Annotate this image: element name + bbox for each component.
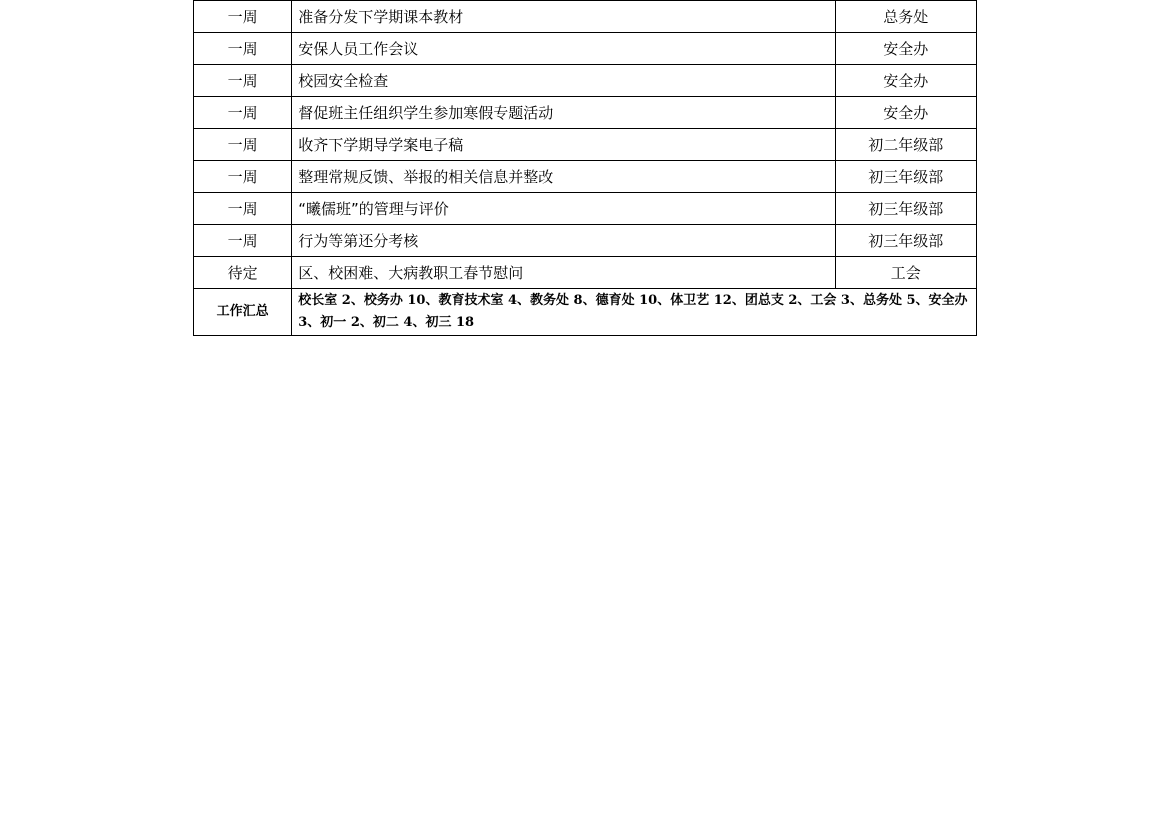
department-cell: 安全办 <box>835 33 976 65</box>
time-cell: 待定 <box>194 257 292 289</box>
department-cell: 初三年级部 <box>835 225 976 257</box>
table-row <box>194 1 977 33</box>
task-cell: 校园安全检查 <box>292 65 835 97</box>
work-schedule-table <box>193 0 977 336</box>
task-cell: 收齐下学期导学案电子稿 <box>292 129 835 161</box>
table-row <box>194 65 977 97</box>
department-cell: 初三年级部 <box>835 193 976 225</box>
time-cell: 一周 <box>194 65 292 97</box>
task-cell: “曦儒班”的管理与评价 <box>292 193 835 225</box>
time-cell: 一周 <box>194 225 292 257</box>
task-cell: 区、校困难、大病教职工春节慰问 <box>292 257 835 289</box>
department-cell: 初二年级部 <box>835 129 976 161</box>
table-row <box>194 161 977 193</box>
summary-text: 校长室 2、校务办 10、教育技术室 4、教务处 8、德育处 10、体卫艺 12、团总支 2、工会 3、总务处 5、安全办 3、初一 2、初二 4、初三 18 <box>292 289 977 336</box>
department-cell: 工会 <box>835 257 976 289</box>
task-cell: 行为等第还分考核 <box>292 225 835 257</box>
department-cell: 总务处 <box>835 1 976 33</box>
time-cell: 一周 <box>194 97 292 129</box>
table-row <box>194 33 977 65</box>
time-cell: 一周 <box>194 193 292 225</box>
department-cell: 安全办 <box>835 65 976 97</box>
table-row <box>194 129 977 161</box>
time-cell: 一周 <box>194 33 292 65</box>
table-row <box>194 225 977 257</box>
summary-row <box>194 289 977 336</box>
task-cell: 准备分发下学期课本教材 <box>292 1 835 33</box>
table-row <box>194 193 977 225</box>
task-cell: 整理常规反馈、举报的相关信息并整改 <box>292 161 835 193</box>
department-cell: 安全办 <box>835 97 976 129</box>
task-cell: 安保人员工作会议 <box>292 33 835 65</box>
department-cell: 初三年级部 <box>835 161 976 193</box>
table-row <box>194 97 977 129</box>
summary-label: 工作汇总 <box>194 289 292 336</box>
table-row <box>194 257 977 289</box>
time-cell: 一周 <box>194 1 292 33</box>
task-cell: 督促班主任组织学生参加寒假专题活动 <box>292 97 835 129</box>
time-cell: 一周 <box>194 161 292 193</box>
time-cell: 一周 <box>194 129 292 161</box>
